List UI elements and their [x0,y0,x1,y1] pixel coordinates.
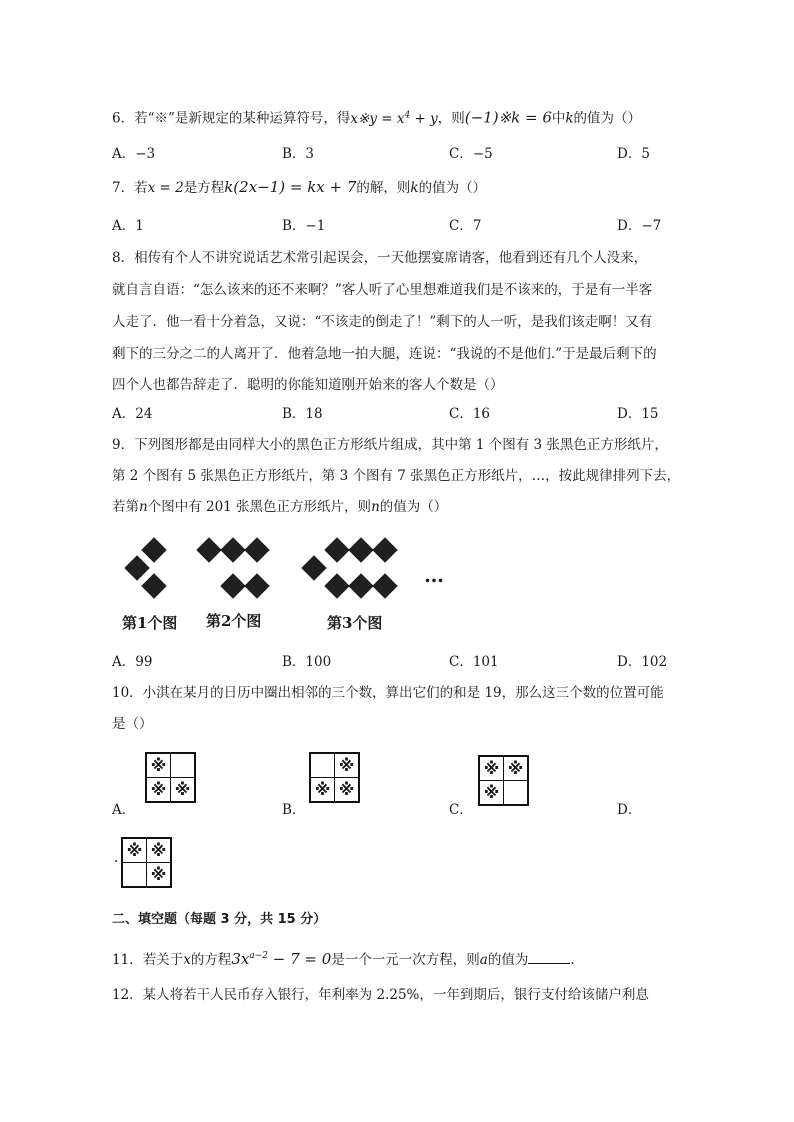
q8-option-b: B．18 [282,406,323,422]
q8-option-c: C．16 [449,406,491,422]
answer-blank[interactable] [528,949,570,964]
q6-option-b: B．3 [282,146,315,162]
grid-cell-marked: ※ [503,755,529,781]
q10-option-d-prefix: . [114,850,119,866]
q8-line-3: 人走了．他一看十分着急，又说：“不该走的倒走了！”剩下的人一听，是我们该走啊！又有 [112,314,653,330]
section-title: 二、填空题（每题 3 分，共 15 分） [112,912,327,927]
q8-line-2: 就自言自语：“怎么该来的还不来啊？”客人听了心里想难道我们是不该来的，于是有一半客 [112,282,653,298]
grid-cell-marked: ※ [121,837,147,863]
q11-text: 若关于 [142,952,184,968]
grid-cell-marked: ※ [478,755,504,781]
q11-variable: x [183,952,191,968]
grid-cell-marked: ※ [478,780,504,806]
q10-option-c: C． [449,802,473,818]
grid-cell-marked: ※ [334,777,360,803]
grid-cell-marked: ※ [145,777,171,803]
grid-cell [121,862,147,888]
q10-option-a: A． [112,802,136,818]
q10-line-2: 是（） [112,716,153,732]
q6-expression: (−1)※k = 6 [464,108,552,127]
q9-figure-3-label: 第3个图 [327,614,383,632]
q9-option-b: B．100 [282,654,332,670]
black-square [244,573,269,598]
q9-text-3: 的值为（） [379,499,448,515]
q6-definition: x※y = $x^4 + y$ [350,110,438,127]
q7-number: 7． [112,180,135,196]
grid-cell [309,752,335,778]
black-square [220,537,245,562]
black-square [348,537,373,562]
q6-option-d: D．5 [617,146,650,162]
q7-equation: k(2x−1) = kx + 7 [224,178,357,196]
q11-text-2: 的方程 [190,952,232,968]
q8-option-d: D．15 [617,406,659,422]
q7-option-d: D．−7 [617,218,662,234]
q8-line-5: 四个人也都告辞走了．聪明的你能知道刚开始来的客人个数是（） [112,377,504,393]
question-6 [112,105,641,129]
q9-line-2: 第 2 个图有 5 张黑色正方形纸片，第 3 个图有 7 张黑色正方形纸片，…，按此规律排列下去， [112,468,681,484]
black-square [141,573,166,598]
q11-text-4: 的值为 [487,952,529,968]
black-square [348,573,373,598]
q12-line-1: 12．某人将若干人民币存入银行，年利率为 2.25%，一年到期后，银行支付给该储户利息 [112,987,649,1003]
q9-line-1: 9．下列图形都是由同样大小的黑色正方形纸片组成，其中第 1 个图有 3 张黑色正方形纸片， [112,437,668,453]
q9-option-d: D．102 [617,654,668,670]
grid-cell-marked: ※ [146,837,172,863]
q6-text-3: 中 [551,110,566,127]
q11-variable-a: a [479,952,488,968]
q6-variable: k [565,110,574,127]
q8-option-a: A．24 [112,406,153,422]
q10-option-b: B． [282,802,306,818]
grid-cell-marked: ※ [170,777,196,803]
black-square [244,537,269,562]
q9-figure-2-label: 第2个图 [206,612,262,630]
grid-cell-marked: ※ [146,862,172,888]
q9-variable: n [139,499,148,515]
q6-text: 若“※”是新规定的某种运算符号，得 [134,110,351,127]
question-7 [112,177,486,198]
q10-option-d: D． [617,802,642,818]
grid-cell-marked: ※ [334,752,360,778]
q10-line-1: 10．小淇在某月的日历中圈出相邻的三个数，算出它们的和是 19，那么这三个数的位置可能 [112,685,664,701]
black-square [124,555,149,580]
black-square [196,537,221,562]
q6-text-4: 的值为（） [573,110,642,127]
black-square [324,537,349,562]
q9-ellipsis: … [424,563,444,587]
q8-line-1: 8．相传有个人不讲究说话艺术常引起误会，一天他摆宴席请客，他看到还有几个人没来， [112,250,648,266]
q9-option-c: C．101 [449,654,499,670]
grid-cell-marked: ※ [145,752,171,778]
q7-option-c: C．7 [449,218,482,234]
q6-text-2: ，则 [437,110,465,127]
q7-text-3: 的解，则 [356,180,411,196]
black-square [372,537,397,562]
q9-text: 若第 [112,499,139,515]
q11-equation: $3x^{a-2} - 7 = 0$ [231,950,332,968]
q6-option-c: C．−5 [449,146,493,162]
q11-text-3: 是一个一元一次方程，则 [331,952,480,968]
q9-line-3 [112,497,447,517]
q7-variable: k [410,180,419,196]
q6-number: 6． [112,110,135,127]
black-square [301,555,326,580]
q9-option-a: A．99 [112,654,153,670]
grid-cell [503,780,529,806]
black-square [372,573,397,598]
q7-text-2: 是方程 [183,180,225,196]
q6-option-a: A．−3 [112,146,156,162]
q8-line-4: 剩下的三分之二的人离开了．他着急地一拍大腿，连说：“我说的不是他们.”于是最后剩下的 [112,346,657,362]
q7-option-a: A．1 [112,218,144,234]
q7-text-4: 的值为（） [418,180,487,196]
q9-text-2: 个图中有 201 张黑色正方形纸片，则 [147,499,372,515]
grid-cell [170,752,196,778]
black-square [220,573,245,598]
black-square [324,573,349,598]
q7-condition: x = 2 [147,180,184,196]
grid-cell-marked: ※ [309,777,335,803]
q11-end: . [570,952,575,968]
q11-number: 11． [112,952,143,968]
q9-figure-1-label: 第1个图 [122,614,178,632]
question-11 [112,946,575,970]
q7-text: 若 [134,180,148,196]
q7-option-b: B．−1 [282,218,326,234]
q9-variable-2: n [371,499,380,515]
black-square [141,537,166,562]
